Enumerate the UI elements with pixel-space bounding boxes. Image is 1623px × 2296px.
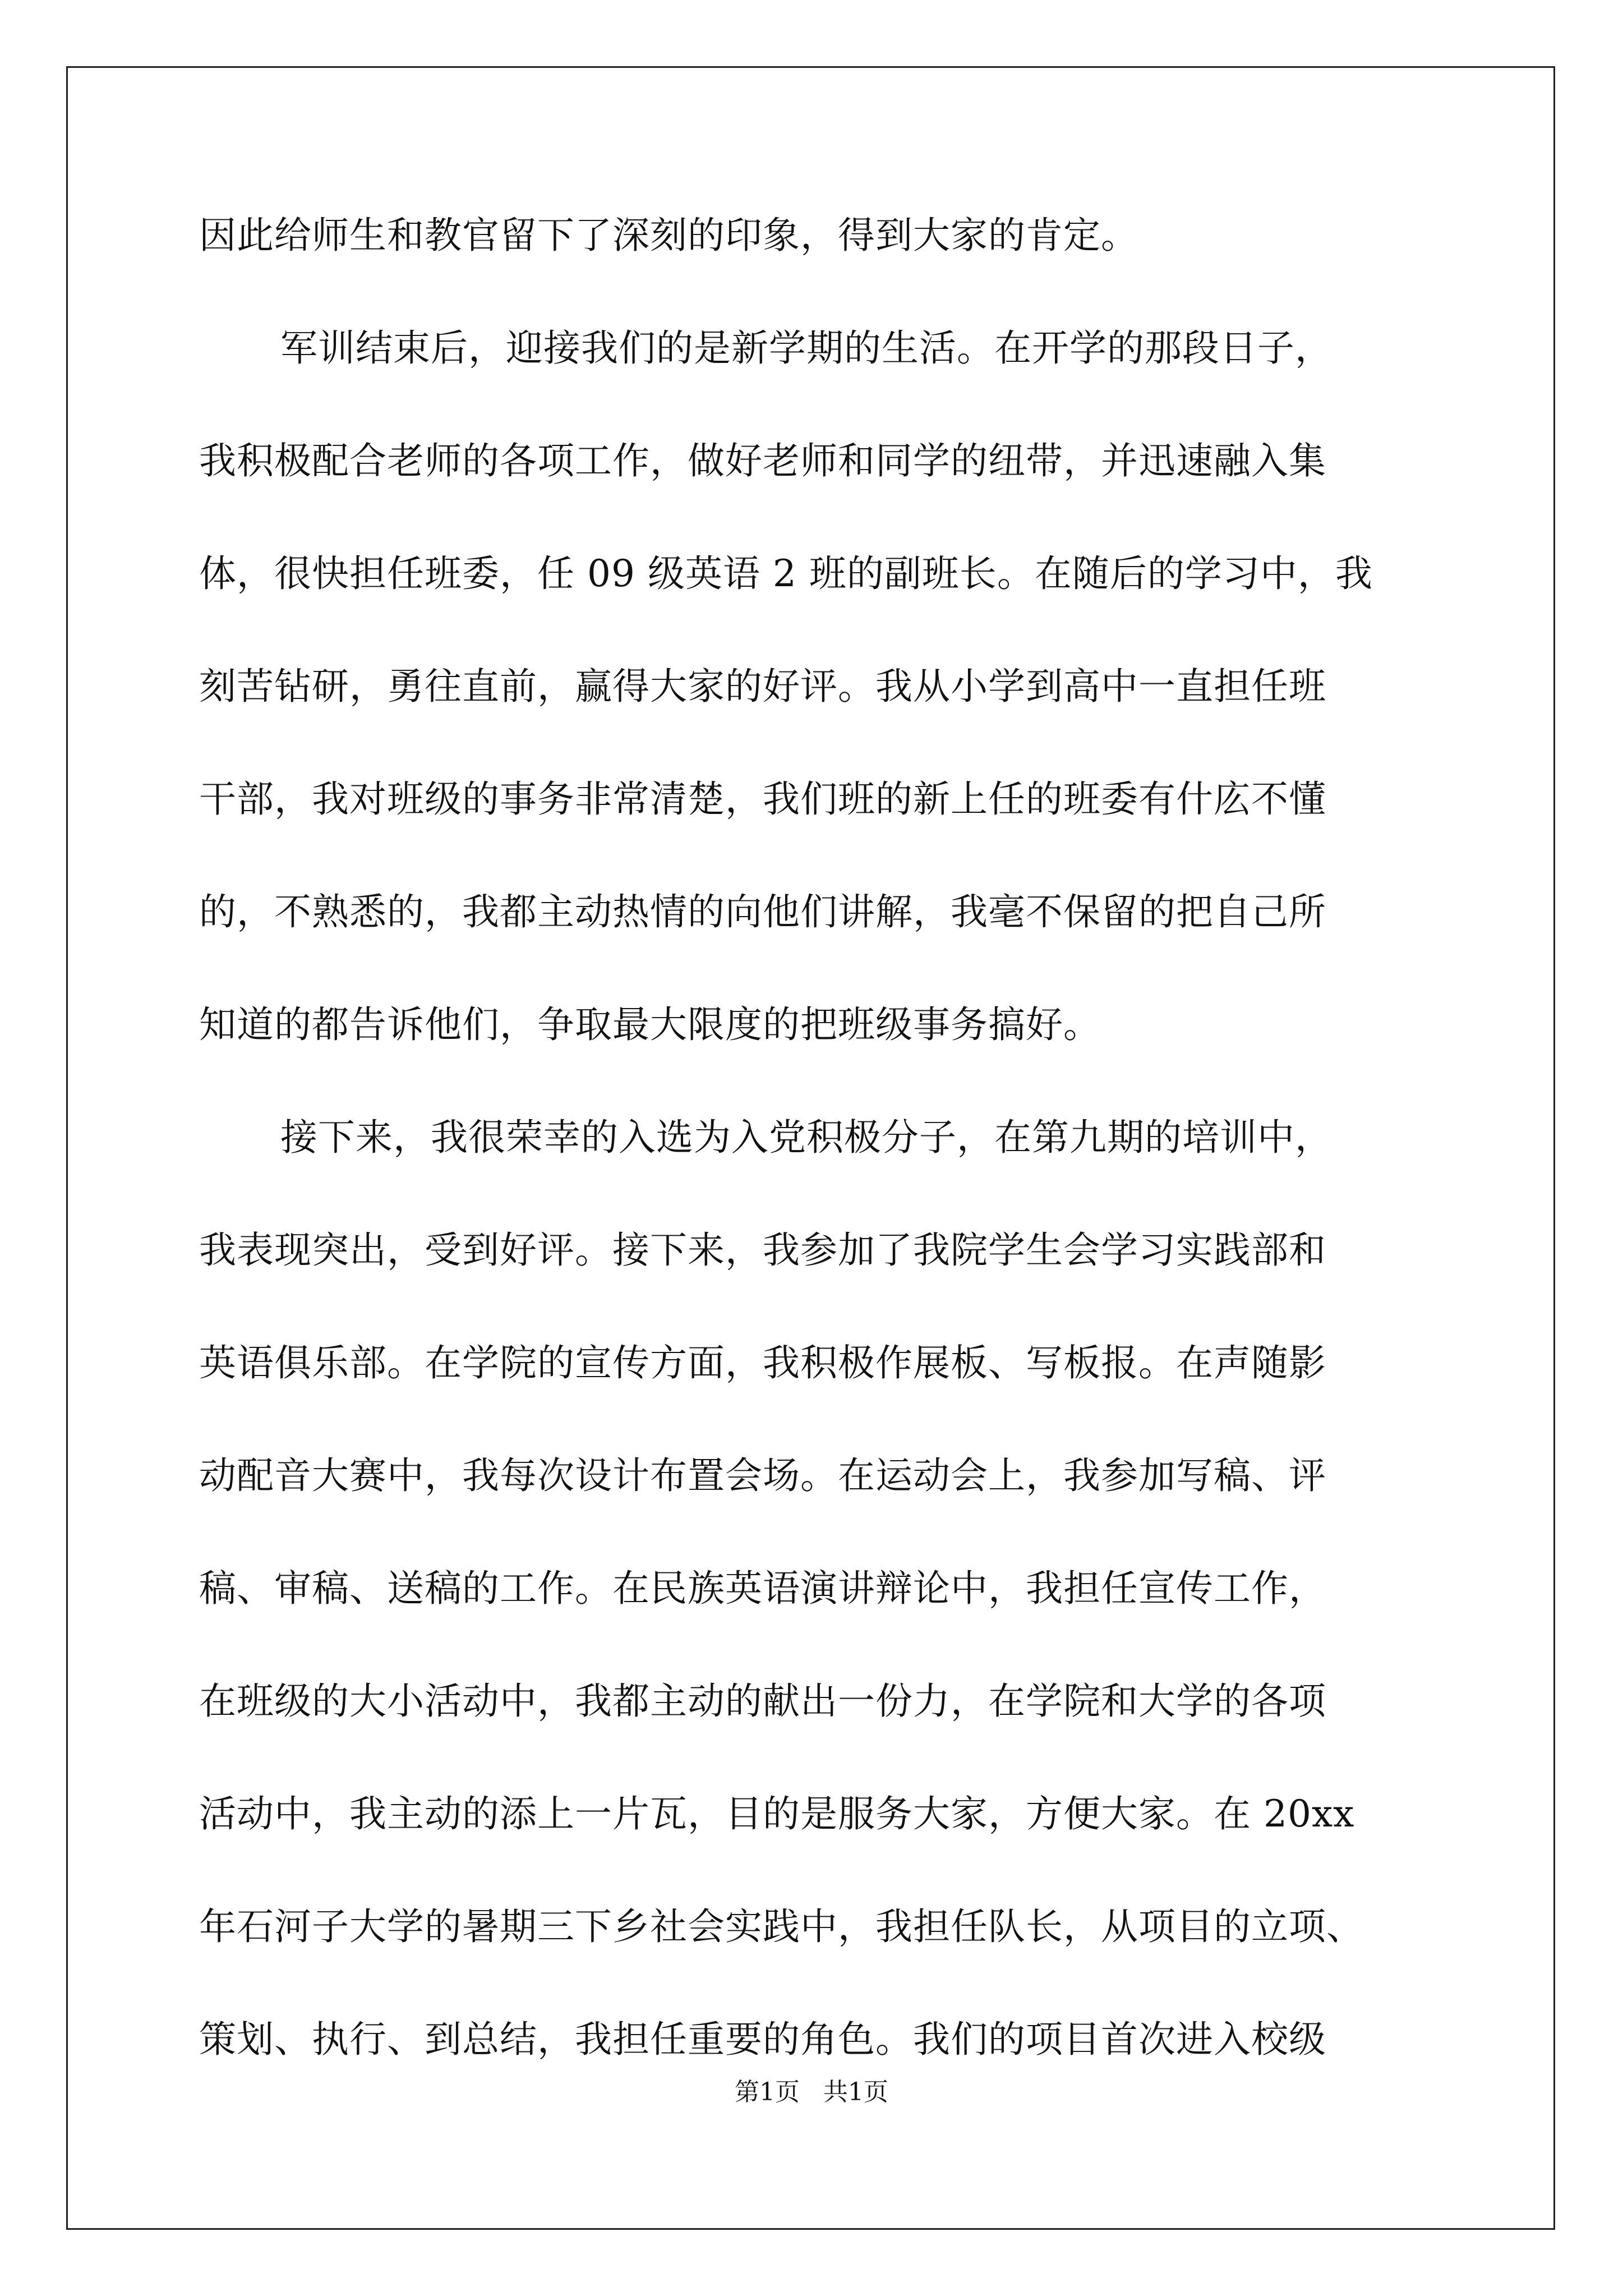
text-line-8: 知道的都告诉他们，争取最大限度的把班级事务搞好。: [199, 1003, 1101, 1046]
text-line-2: 军训结束后，迎接我们的是新学期的生活。在开学的那段日子，: [280, 326, 1332, 370]
text-line-10: 我表现突出，受到好评。接下来，我参加了我院学生会学习实践部和: [199, 1228, 1326, 1272]
text-line-4: 体，很快担任班委，任 09 级英语 2 班的副班长。在随后的学习中，我: [199, 552, 1373, 595]
page-number-footer: 第1页 共1页: [735, 2078, 888, 2106]
text-line-6: 干部，我对班级的事务非常清楚，我们班的新上任的班委有什庅不懂: [199, 777, 1326, 821]
text-line-16: 年石河子大学的暑期三下乡社会实践中，我担任队长，从项目的立项、: [199, 1905, 1364, 1948]
text-line-12: 动配音大赛中，我每次设计布置会场。在运动会上，我参加写稿、评: [199, 1454, 1326, 1497]
text-line-17: 策划、执行、到总结，我担任重要的角色。我们的项目首次进入校级: [199, 2018, 1326, 2061]
text-line-15: 活动中，我主动的添上一片瓦，目的是服务大家，方便大家。在 20xx: [199, 1792, 1355, 1835]
text-line-3: 我积极配合老师的各项工作，做好老师和同学的纽带，并迅速融入集: [199, 439, 1326, 482]
text-line-13: 稿、审稿、送稿的工作。在民族英语演讲辩论中，我担任宣传工作，: [199, 1567, 1326, 1610]
text-line-11: 英语俱乐部。在学院的宣传方面，我积极作展板、写板报。在声随影: [199, 1341, 1326, 1384]
text-line-5: 刻苦钻研，勇往直前，赢得大家的好评。我从小学到高中一直担任班: [199, 665, 1326, 708]
text-line-14: 在班级的大小活动中，我都主动的献出一份力，在学院和大学的各项: [199, 1680, 1326, 1723]
text-line-9: 接下来，我很荣幸的入选为入党积极分子，在第九期的培训中，: [280, 1116, 1332, 1159]
text-line-7: 的，不熟悉的，我都主动热情的向他们讲解，我毫不保留的把自己所: [199, 890, 1326, 933]
text-line-1: 因此给师生和教官留下了深刻的印象，得到大家的肯定。: [199, 214, 1138, 257]
